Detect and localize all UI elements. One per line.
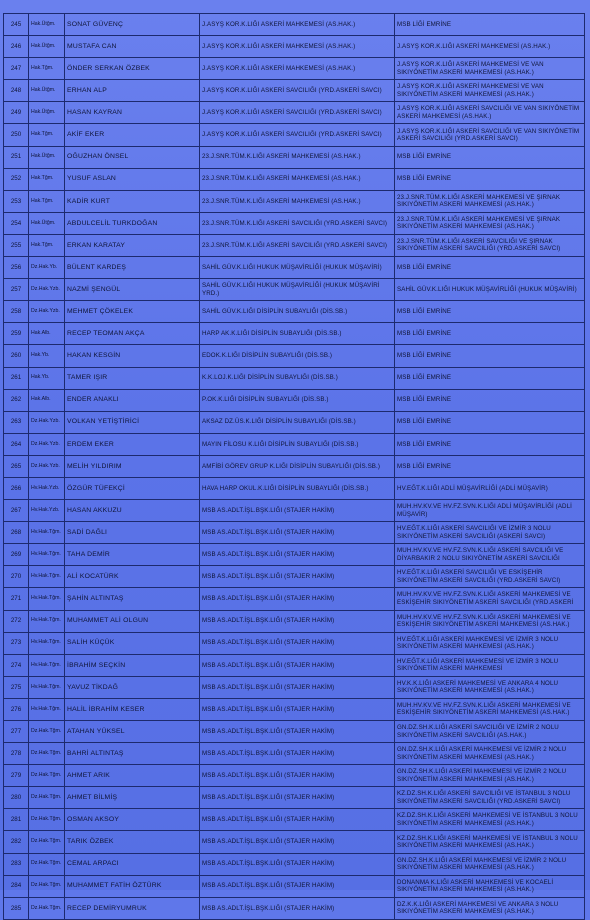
current-post-cell: MSB AS.ADLT.İŞL.BŞK.LIĞI (STAJER HAKİM) [200, 588, 395, 610]
rank-cell: Dz.Hak.Tğm. [29, 853, 65, 875]
table-row [4, 676, 585, 698]
rank-cell: Dz.Hak.Yb. [29, 257, 65, 279]
rank-cell: Dz.Hak.Yzb. [29, 301, 65, 323]
name-cell: VOLKAN YETİŞTİRİCİ [65, 411, 200, 433]
new-post-cell: MSB LİĞİ EMRİNE [395, 455, 585, 477]
current-post-cell: SAHİL GÜV.K.LIĞI HUKUK MÜŞAVİRLİĞİ (HUKUK MÜŞAVİRİ YRD.) [200, 279, 395, 301]
row-number: 259 [4, 323, 29, 345]
name-cell: BAHRİ ALTINTAŞ [65, 743, 200, 765]
table-row [4, 146, 585, 168]
row-number: 255 [4, 234, 29, 256]
new-post-cell: HV.EĞT.K.LIĞI ADLİ MÜŞAVİRLİĞİ (ADLİ MÜŞAVİR) [395, 477, 585, 499]
rank-cell: Hak.Yb. [29, 367, 65, 389]
table-row [4, 654, 585, 676]
row-number: 249 [4, 102, 29, 124]
current-post-cell: MSB AS.ADLT.İŞL.BŞK.LIĞI (STAJER HAKİM) [200, 831, 395, 853]
current-post-cell: MSB AS.ADLT.İŞL.BŞK.LIĞI (STAJER HAKİM) [200, 698, 395, 720]
rank-cell: Dz.Hak.Tğm. [29, 721, 65, 743]
current-post-cell: 23.J.SNR.TÜM.K.LIĞI ASKERİ MAHKEMESİ (AS.HAK.) [200, 190, 395, 212]
row-number: 245 [4, 14, 29, 36]
current-post-cell: MSB AS.ADLT.İŞL.BŞK.LIĞI (STAJER HAKİM) [200, 809, 395, 831]
current-post-cell: MSB AS.ADLT.İŞL.BŞK.LIĞI (STAJER HAKİM) [200, 853, 395, 875]
row-number: 273 [4, 632, 29, 654]
name-cell: AHMET BİLMİŞ [65, 787, 200, 809]
rank-cell: Hak.Tğm. [29, 190, 65, 212]
row-number: 252 [4, 168, 29, 190]
table-row [4, 610, 585, 632]
rank-cell: Hak.Yb. [29, 345, 65, 367]
name-cell: TAMER IŞIR [65, 367, 200, 389]
new-post-cell: HV.K.K.LIĞI ASKERİ MAHKEMESİ VE ANKARA 4 NOLU SIKIYÖNETİM ASKERİ MAHKEMESİ (AS.HAK.) [395, 676, 585, 698]
current-post-cell: K.K.LOJ.K.LIĞI DİSİPLİN SUBAYLIĞI (DİS.SB.) [200, 367, 395, 389]
table-row [4, 721, 585, 743]
current-post-cell: J.ASYŞ KOR.K.LIĞI ASKERİ MAHKEMESİ (AS.HAK.) [200, 58, 395, 80]
new-post-cell: GN.DZ.SH.K.LIĞI ASKERİ MAHKEMESİ VE İZMİR 2 NOLU SIKIYÖNETİM ASKERİ MAHKEMESİ (AS.HAK.) [395, 765, 585, 787]
table-row [4, 168, 585, 190]
row-number: 266 [4, 477, 29, 499]
table-row [4, 389, 585, 411]
table-row [4, 279, 585, 301]
new-post-cell: MSB LİĞİ EMRİNE [395, 411, 585, 433]
table-row [4, 411, 585, 433]
current-post-cell: MAYIN FİLOSU K.LIĞI DİSİPLİN SUBAYLIĞI (DİS.SB.) [200, 433, 395, 455]
row-number: 268 [4, 522, 29, 544]
new-post-cell: MUH.HV.KV.VE HV.FZ.SVN.K.LIĞI ADLİ MÜŞAVİRLİĞİ (ADLİ MÜŞAVİR) [395, 500, 585, 522]
current-post-cell: MSB AS.ADLT.İŞL.BŞK.LIĞI (STAJER HAKİM) [200, 676, 395, 698]
rank-cell: Dz.Hak.Tğm. [29, 897, 65, 919]
rank-cell: Hak.Tğm. [29, 168, 65, 190]
new-post-cell: J.ASYŞ KOR.K.LIĞI ASKERİ MAHKEMESİ VE VAN SIKIYÖNETİM ASKERİ MAHKEMESİ (AS.HAK.) [395, 80, 585, 102]
current-post-cell: J.ASYŞ KOR.K.LIĞI ASKERİ SAVCILIĞI (YRD.ASKERİ SAVCI) [200, 102, 395, 124]
current-post-cell: P.OK.K.LIĞI DİSİPLİN SUBAYLIĞI (DİS.SB.) [200, 389, 395, 411]
current-post-cell: AMFİBİ GÖREV GRUP K.LIĞI DİSİPLİN SUBAYLIĞI (DİS.SB.) [200, 455, 395, 477]
name-cell: CEMAL ARPACI [65, 853, 200, 875]
new-post-cell: MSB LİĞİ EMRİNE [395, 146, 585, 168]
name-cell: YUSUF ASLAN [65, 168, 200, 190]
current-post-cell: MSB AS.ADLT.İŞL.BŞK.LIĞI (STAJER HAKİM) [200, 897, 395, 919]
current-post-cell: 23.J.SNR.TÜM.K.LIĞI ASKERİ MAHKEMESİ (AS.HAK.) [200, 146, 395, 168]
rank-cell: Hak.Tğm. [29, 124, 65, 146]
rank-cell: Dz.Hak.Yzb. [29, 411, 65, 433]
name-cell: RECEP TEOMAN AKÇA [65, 323, 200, 345]
row-number: 274 [4, 654, 29, 676]
new-post-cell: MSB LİĞİ EMRİNE [395, 345, 585, 367]
row-number: 246 [4, 36, 29, 58]
row-number: 278 [4, 743, 29, 765]
row-number: 285 [4, 897, 29, 919]
current-post-cell: 23.J.SNR.TÜM.K.LIĞI ASKERİ SAVCILIĞI (YRD.ASKERİ SAVCI) [200, 212, 395, 234]
name-cell: HAKAN KESGİN [65, 345, 200, 367]
row-number: 279 [4, 765, 29, 787]
rank-cell: Hak.Alb. [29, 389, 65, 411]
rank-cell: Hak.Ütğm. [29, 36, 65, 58]
table-row [4, 190, 585, 212]
name-cell: ÖZGÜR TÜFEKÇİ [65, 477, 200, 499]
row-number: 254 [4, 212, 29, 234]
current-post-cell: EDOK.K.LIĞI DİSİPLİN SUBAYLIĞI (DİS.SB.) [200, 345, 395, 367]
rank-cell: Hv.Hak.Tğm. [29, 544, 65, 566]
name-cell: NAZMİ ŞENGÜL [65, 279, 200, 301]
current-post-cell: J.ASYŞ KOR.K.LIĞI ASKERİ SAVCILIĞI (YRD.ASKERİ SAVCI) [200, 124, 395, 146]
new-post-cell: GN.DZ.SH.K.LIĞI ASKERİ MAHKEMESİ VE İZMİR 2 NOLU SIKIYÖNETİM ASKERİ MAHKEMESİ (AS.HAK.) [395, 853, 585, 875]
row-number: 271 [4, 588, 29, 610]
table-row [4, 831, 585, 853]
current-post-cell: MSB AS.ADLT.İŞL.BŞK.LIĞI (STAJER HAKİM) [200, 765, 395, 787]
new-post-cell: MUH.HV.KV.VE HV.FZ.SVN.K.LIĞI ASKERİ SAVCILIĞI VE DİYARBAKIR 2 NOLU SIKIYÖNETİM ASKERİ SAVCILIĞI [395, 544, 585, 566]
name-cell: ALİ KOCATÜRK [65, 566, 200, 588]
new-post-cell: KZ.DZ.SH.K.LIĞI ASKERİ MAHKEMESİ VE İSTANBUL 3 NOLU SIKIYÖNETİM ASKERİ MAHKEMESİ (AS.HAK.) [395, 809, 585, 831]
rank-cell: Hv.Hak.Tğm. [29, 522, 65, 544]
new-post-cell: SAHİL GÜV.K.LIĞI HUKUK MÜŞAVİRLİĞİ (HUKUK MÜŞAVİRİ) [395, 279, 585, 301]
table-row [4, 455, 585, 477]
rank-cell: Hv.Hak.Tğm. [29, 632, 65, 654]
row-number: 256 [4, 257, 29, 279]
row-number: 272 [4, 610, 29, 632]
name-cell: TAHA DEMİR [65, 544, 200, 566]
new-post-cell: MSB LİĞİ EMRİNE [395, 168, 585, 190]
row-number: 250 [4, 124, 29, 146]
new-post-cell: KZ.DZ.SH.K.LIĞI ASKERİ SAVCILIĞI VE İSTANBUL 3 NOLU SIKIYÖNETİM ASKERİ SAVCILIĞI (YRD.ASKERİ SAVCI) [395, 787, 585, 809]
name-cell: YAVUZ TİKDAĞ [65, 676, 200, 698]
rank-cell: Hak.Ütğm. [29, 212, 65, 234]
new-post-cell: J.ASYŞ KOR.K.LIĞI ASKERİ SAVCILIĞI VE VAN SIKIYÖNETİM ASKERİ SAVCILIĞI (YRD.ASKERİ SAVCI) [395, 124, 585, 146]
name-cell: AKİF EKER [65, 124, 200, 146]
table-row [4, 433, 585, 455]
new-post-cell: MSB LİĞİ EMRİNE [395, 257, 585, 279]
new-post-cell: 23.J.SNR.TÜM.K.LIĞI ASKERİ MAHKEMESİ VE ŞIRNAK SIKIYÖNETİM ASKERİ MAHKEMESİ (AS.HAK.) [395, 190, 585, 212]
new-post-cell: DONANMA K.LIĞI ASKERİ MAHKEMESİ VE KOCAELİ SIKIYÖNETİM ASKERİ MAHKEMESİ (AS.HAK.) [395, 875, 585, 897]
name-cell: HALİL İBRAHİM KESER [65, 698, 200, 720]
name-cell: MELİH YILDIRIM [65, 455, 200, 477]
rank-cell: Dz.Hak.Tğm. [29, 875, 65, 897]
new-post-cell: MUH.HV.KV.VE HV.FZ.SVN.K.LIĞI ASKERİ MAHKEMESİ VE ESKİŞEHİR SIKIYÖNETİM ASKERİ SAVCILIĞI (YRD.ASKERİ [395, 588, 585, 610]
row-number: 260 [4, 345, 29, 367]
name-cell: ÖNDER SERKAN ÖZBEK [65, 58, 200, 80]
row-number: 284 [4, 875, 29, 897]
new-post-cell: MSB LİĞİ EMRİNE [395, 433, 585, 455]
rank-cell: Hv.Hak.Tğm. [29, 676, 65, 698]
row-number: 276 [4, 698, 29, 720]
new-post-cell: MSB LİĞİ EMRİNE [395, 14, 585, 36]
name-cell: HASAN AKKUZU [65, 500, 200, 522]
rank-cell: Dz.Hak.Yzb. [29, 455, 65, 477]
name-cell: ERDEM EKER [65, 433, 200, 455]
new-post-cell: MSB LİĞİ EMRİNE [395, 367, 585, 389]
row-number: 282 [4, 831, 29, 853]
name-cell: HASAN KAYRAN [65, 102, 200, 124]
rank-cell: Hv.Hak.Yzb. [29, 500, 65, 522]
table-row [4, 345, 585, 367]
name-cell: MUHAMMET ALİ OLGUN [65, 610, 200, 632]
new-post-cell: MSB LİĞİ EMRİNE [395, 389, 585, 411]
name-cell: ABDULCELİL TURKDOĞAN [65, 212, 200, 234]
new-post-cell: MSB LİĞİ EMRİNE [395, 323, 585, 345]
name-cell: TARIK ÖZBEK [65, 831, 200, 853]
table-row [4, 80, 585, 102]
current-post-cell: MSB AS.ADLT.İŞL.BŞK.LIĞI (STAJER HAKİM) [200, 500, 395, 522]
current-post-cell: AKSAZ DZ.ÜS.K.LIĞI DİSİPLİN SUBAYLIĞI (DİS.SB.) [200, 411, 395, 433]
rank-cell: Hv.Hak.Tğm. [29, 610, 65, 632]
name-cell: MUSTAFA CAN [65, 36, 200, 58]
new-post-cell: J.ASYŞ KOR.K.LIĞI ASKERİ MAHKEMESİ (AS.HAK.) [395, 36, 585, 58]
table-row [4, 809, 585, 831]
current-post-cell: HAVA HARP OKUL.K.LIĞI DİSİPLİN SUBAYLIĞI (DİS.SB.) [200, 477, 395, 499]
current-post-cell: MSB AS.ADLT.İŞL.BŞK.LIĞI (STAJER HAKİM) [200, 721, 395, 743]
name-cell: RECEP DEMİRYUMRUK [65, 897, 200, 919]
row-number: 281 [4, 809, 29, 831]
table-row [4, 234, 585, 256]
table-row [4, 765, 585, 787]
table-row [4, 212, 585, 234]
rank-cell: Dz.Hak.Tğm. [29, 743, 65, 765]
new-post-cell: J.ASYŞ KOR.K.LIĞI ASKERİ SAVCILIĞI VE VAN SIKIYÖNETİM ASKERİ MAHKEMESİ (AS.HAK.) [395, 102, 585, 124]
new-post-cell: 23.J.SNR.TÜM.K.LIĞI ASKERİ SAVCILIĞI VE ŞIRNAK SIKIYÖNETİM ASKERİ SAVCILIĞI (YRD.ASKERİ SAVCI) [395, 234, 585, 256]
name-cell: SADİ DAĞLI [65, 522, 200, 544]
name-cell: İBRAHİM SEÇKİN [65, 654, 200, 676]
row-number: 269 [4, 544, 29, 566]
new-post-cell: MUH.HV.KV.VE HV.FZ.SVN.K.LIĞI ASKERİ MAHKEMESİ VE ESKİŞEHİR SIKIYÖNETİM ASKERİ MAHKEMESİ (AS.HAK.) [395, 698, 585, 720]
name-cell: BÜLENT KARDEŞ [65, 257, 200, 279]
current-post-cell: 23.J.SNR.TÜM.K.LIĞI ASKERİ SAVCILIĞI (YRD.ASKERİ SAVCI) [200, 234, 395, 256]
rank-cell: Hak.Tğm. [29, 58, 65, 80]
table-row [4, 257, 585, 279]
row-number: 263 [4, 411, 29, 433]
table-row [4, 102, 585, 124]
rank-cell: Dz.Hak.Tğm. [29, 809, 65, 831]
rank-cell: Hv.Hak.Yzb. [29, 477, 65, 499]
name-cell: ERHAN ALP [65, 80, 200, 102]
rank-cell: Dz.Hak.Tğm. [29, 787, 65, 809]
rank-cell: Hv.Hak.Tğm. [29, 698, 65, 720]
name-cell: ATAHAN YÜKSEL [65, 721, 200, 743]
current-post-cell: SAHİL GÜV.K.LIĞI HUKUK MÜŞAVİRLİĞİ (HUKUK MÜŞAVİRİ) [200, 257, 395, 279]
table-row [4, 14, 585, 36]
row-number: 248 [4, 80, 29, 102]
row-number: 253 [4, 190, 29, 212]
current-post-cell: 23.J.SNR.TÜM.K.LIĞI ASKERİ MAHKEMESİ (AS.HAK.) [200, 168, 395, 190]
rank-cell: Hak.Ütğm. [29, 14, 65, 36]
name-cell: ERKAN KARATAY [65, 234, 200, 256]
row-number: 247 [4, 58, 29, 80]
name-cell: ENDER ANAKLI [65, 389, 200, 411]
table-row [4, 544, 585, 566]
current-post-cell: MSB AS.ADLT.İŞL.BŞK.LIĞI (STAJER HAKİM) [200, 632, 395, 654]
name-cell: OĞUZHAN ÖNSEL [65, 146, 200, 168]
current-post-cell: MSB AS.ADLT.İŞL.BŞK.LIĞI (STAJER HAKİM) [200, 610, 395, 632]
name-cell: SALİH KÜÇÜK [65, 632, 200, 654]
current-post-cell: J.ASYŞ KOR.K.LIĞI ASKERİ MAHKEMESİ (AS.HAK.) [200, 14, 395, 36]
current-post-cell: MSB AS.ADLT.İŞL.BŞK.LIĞI (STAJER HAKİM) [200, 654, 395, 676]
row-number: 251 [4, 146, 29, 168]
row-number: 261 [4, 367, 29, 389]
name-cell: ŞAHİN ALTINTAŞ [65, 588, 200, 610]
name-cell: KADİR KURT [65, 190, 200, 212]
new-post-cell: MUH.HV.KV.VE HV.FZ.SVN.K.LIĞI ASKERİ MAHKEMESİ VE ESKİŞEHİR SIKIYÖNETİM ASKERİ MAHKEMESİ (AS.HAK.) [395, 610, 585, 632]
table-row [4, 566, 585, 588]
new-post-cell: HV.EĞT.K.LIĞI ASKERİ MAHKEMESİ VE İZMİR 3 NOLU SIKIYÖNETİM ASKERİ MAHKEMESİ [395, 654, 585, 676]
row-number: 270 [4, 566, 29, 588]
table-row [4, 588, 585, 610]
current-post-cell: HARP AK.K.LIĞI DİSİPLİN SUBAYLIĞI (DİS.SB.) [200, 323, 395, 345]
row-number: 264 [4, 433, 29, 455]
table-row [4, 875, 585, 897]
current-post-cell: MSB AS.ADLT.İŞL.BŞK.LIĞI (STAJER HAKİM) [200, 566, 395, 588]
new-post-cell: GN.DZ.SH.K.LIĞI ASKERİ SAVCILIĞI VE İZMİR 2 NOLU SIKIYÖNETİM ASKERİ SAVCILIĞI (AS.HAK.) [395, 721, 585, 743]
assignment-table-body [4, 14, 585, 920]
current-post-cell: MSB AS.ADLT.İŞL.BŞK.LIĞI (STAJER HAKİM) [200, 875, 395, 897]
table-row [4, 632, 585, 654]
new-post-cell: MSB LİĞİ EMRİNE [395, 301, 585, 323]
current-post-cell: MSB AS.ADLT.İŞL.BŞK.LIĞI (STAJER HAKİM) [200, 544, 395, 566]
assignment-table [3, 13, 585, 920]
row-number: 262 [4, 389, 29, 411]
new-post-cell: 23.J.SNR.TÜM.K.LIĞI ASKERİ MAHKEMESİ VE ŞIRNAK SIKIYÖNETİM ASKERİ MAHKEMESİ (AS.HAK.) [395, 212, 585, 234]
name-cell: MEHMET ÇÖKELEK [65, 301, 200, 323]
table-row [4, 323, 585, 345]
row-number: 265 [4, 455, 29, 477]
table-row [4, 698, 585, 720]
table-row [4, 897, 585, 919]
new-post-cell: HV.EĞT.K.LIĞI ASKERİ SAVCILIĞI VE ESKİŞEHİR SIKIYÖNETİM ASKERİ SAVCILIĞI (YRD.ASKERİ SAVCI) [395, 566, 585, 588]
name-cell: AHMET ARIK [65, 765, 200, 787]
new-post-cell: HV.EĞT.K.LIĞI ASKERİ SAVCILIĞI VE İZMİR 3 NOLU SIKIYÖNETİM ASKERİ SAVCILIĞI (ASKERİ SAVCI) [395, 522, 585, 544]
rank-cell: Hak.Ütğm. [29, 102, 65, 124]
row-number: 258 [4, 301, 29, 323]
table-row [4, 301, 585, 323]
row-number: 277 [4, 721, 29, 743]
rank-cell: Hak.Ütğm. [29, 146, 65, 168]
row-number: 275 [4, 676, 29, 698]
table-row [4, 853, 585, 875]
rank-cell: Dz.Hak.Tğm. [29, 831, 65, 853]
table-row [4, 522, 585, 544]
rank-cell: Hv.Hak.Tğm. [29, 566, 65, 588]
current-post-cell: J.ASYŞ KOR.K.LIĞI ASKERİ MAHKEMESİ (AS.HAK.) [200, 36, 395, 58]
rank-cell: Hv.Hak.Tğm. [29, 588, 65, 610]
new-post-cell: GN.DZ.SH.K.LIĞI ASKERİ MAHKEMESİ VE İZMİR 2 NOLU SIKIYÖNETİM ASKERİ MAHKEMESİ (AS.HAK.) [395, 743, 585, 765]
current-post-cell: J.ASYŞ KOR.K.LIĞI ASKERİ SAVCILIĞI (YRD.ASKERİ SAVCI) [200, 80, 395, 102]
table-row [4, 124, 585, 146]
rank-cell: Hv.Hak.Tğm. [29, 654, 65, 676]
row-number: 280 [4, 787, 29, 809]
rank-cell: Dz.Hak.Tğm. [29, 765, 65, 787]
table-row [4, 500, 585, 522]
table-row [4, 743, 585, 765]
current-post-cell: SAHİL GÜV.K.LIĞI DİSİPLİN SUBAYLIĞI (DİS.SB.) [200, 301, 395, 323]
table-row [4, 477, 585, 499]
current-post-cell: MSB AS.ADLT.İŞL.BŞK.LIĞI (STAJER HAKİM) [200, 743, 395, 765]
rank-cell: Hak.Alb. [29, 323, 65, 345]
row-number: 283 [4, 853, 29, 875]
rank-cell: Dz.Hak.Yzb. [29, 433, 65, 455]
new-post-cell: HV.EĞT.K.LIĞI ASKERİ MAHKEMESİ VE İZMİR 3 NOLU SIKIYÖNETİM ASKERİ MAHKEMESİ (AS.HAK.) [395, 632, 585, 654]
rank-cell: Hak.Ütğm. [29, 80, 65, 102]
new-post-cell: DZ.K.K.LIĞI ASKERİ MAHKEMESİ VE ANKARA 3 NOLU SIKIYÖNETİM ASKERİ MAHKEMESİ (AS.HAK.) [395, 897, 585, 919]
current-post-cell: MSB AS.ADLT.İŞL.BŞK.LIĞI (STAJER HAKİM) [200, 787, 395, 809]
table-row [4, 36, 585, 58]
rank-cell: Dz.Hak.Yzb. [29, 279, 65, 301]
name-cell: OSMAN AKSOY [65, 809, 200, 831]
name-cell: SONAT GÜVENÇ [65, 14, 200, 36]
new-post-cell: J.ASYŞ KOR.K.LIĞI ASKERİ MAHKEMESİ VE VAN SIKIYÖNETİM ASKERİ MAHKEMESİ (AS.HAK.) [395, 58, 585, 80]
row-number: 267 [4, 500, 29, 522]
new-post-cell: KZ.DZ.SH.K.LIĞI ASKERİ MAHKEMESİ VE İSTANBUL 3 NOLU SIKIYÖNETİM ASKERİ MAHKEMESİ (AS.HAK.) [395, 831, 585, 853]
table-row [4, 787, 585, 809]
rank-cell: Hak.Tğm. [29, 234, 65, 256]
name-cell: MUHAMMET FATİH ÖZTÜRK [65, 875, 200, 897]
current-post-cell: MSB AS.ADLT.İŞL.BŞK.LIĞI (STAJER HAKİM) [200, 522, 395, 544]
table-row [4, 367, 585, 389]
table-row [4, 58, 585, 80]
row-number: 257 [4, 279, 29, 301]
